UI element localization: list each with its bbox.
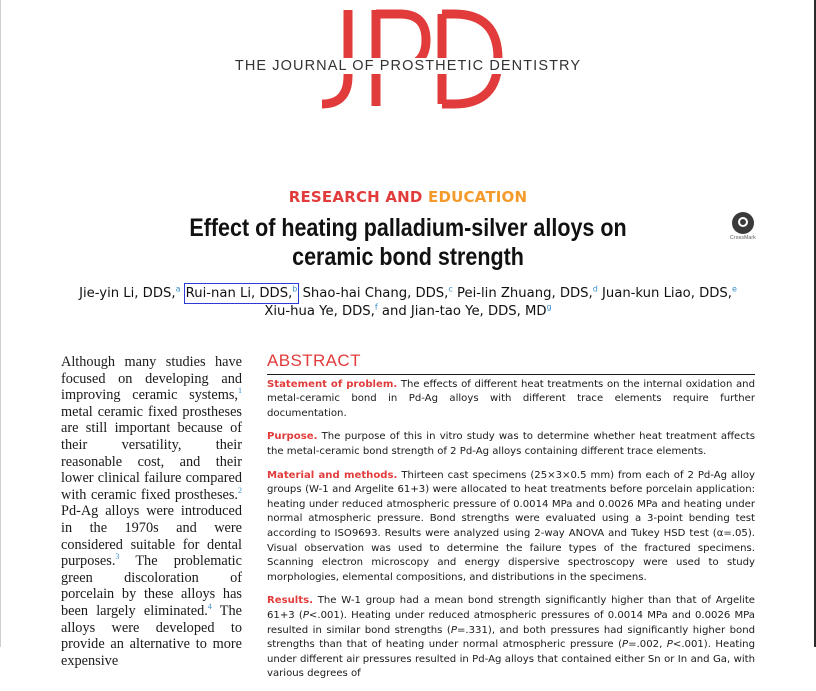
abstract-statement: Statement of problem. The effects of different heat treatments on the internal oxidation and metal-ceramic bond in Pd-Ag alloys with different trace elements require further documentation. [267, 378, 755, 419]
abstract-heading: ABSTRACT [267, 354, 755, 375]
section-amp: AND [385, 188, 423, 206]
author-highlight-box[interactable] [185, 284, 299, 303]
abstract-purpose: Purpose. The purpose of this in vitro study was to determine whether heat treatment affects the metal-ceramic bond strength of 2 Pd-Ag alloys containing different trace elements. [267, 431, 755, 457]
reference-link[interactable]: 1 [238, 386, 242, 396]
author-affiliation[interactable]: g [546, 302, 552, 312]
author-affiliation[interactable]: a [175, 284, 181, 294]
crossmark-badge[interactable] [729, 212, 757, 241]
introduction-text: Although many studies have focused on developing and improving ceramic systems,$^1$ metal ceramic fixed prostheses are still important because of their versatility, their reasonable cost, and their lower clinical failure compared with ceramic fixed prostheses.$^2$ Pd-Ag alloys were introduced in the 1970s and were considered suitable for dental purposes.$^3$ The problematic green discoloration of porcelain by these alloys has been largely eliminated.$^4$ The alloys were developed to provide an alternative to more expensive [61, 354, 242, 669]
author-affiliation[interactable]: e [732, 284, 737, 294]
author-affiliation[interactable]: d [592, 284, 598, 294]
author-name: Rui-nan Li, DDS, [185, 286, 293, 301]
crossmark-icon [732, 212, 754, 234]
author-list [40, 285, 776, 321]
crossmark-label: CrossMark [730, 235, 756, 241]
reference-link[interactable]: 2 [238, 485, 242, 495]
author-name: Xiu-hua Ye, DDS, [264, 304, 375, 319]
author-name: Juan-kun Liao, DDS, [601, 286, 732, 301]
author-name: Pei-lin Zhuang, DDS, [456, 286, 593, 301]
author-affiliation[interactable]: f [374, 302, 378, 312]
author-name: and Jian-tao Ye, DDS, MD [381, 304, 547, 319]
author-name: Jie-yin Li, DDS, [79, 286, 176, 301]
journal-name: THE JOURNAL OF PROSTHETIC DENTISTRY [0, 58, 816, 74]
abstract-section [267, 351, 756, 691]
journal-masthead [0, 0, 816, 120]
reference-link[interactable]: 4 [207, 602, 212, 612]
article-title: Effect of heating palladium-silver alloys on ceramic bond strength [189, 214, 627, 271]
reference-link[interactable]: 3 [115, 552, 120, 562]
section-label [0, 188, 816, 206]
author-name: Shao-hai Chang, DDS, [302, 286, 449, 301]
section-part2: EDUCATION [428, 188, 528, 206]
abstract-methods: Material and methods. Thirteen cast specimens (25×3×0.5 mm) from each of 2 Pd-Ag alloy groups (W-1 and Argelite 61+3) were allocated to heat treatments before porcelain application: heating under reduced atmospheric pressure of 0.0014 MPa and 0.0026 MPa and heating under normal atmospheric pressure. Bond strengths were evaluated using a 3-point bending test according to ISO9693. Results were analyzed using 2-way ANOVA and Tukey HSD test (α=.05). Visual observation was used to determine the failure types of the fractured specimens. Scanning electron microscopy and energy dispersive spectroscopy were used to study morphologies, elemental compositions, and distributions in the specimens. [267, 469, 755, 583]
section-part1: RESEARCH [288, 188, 380, 206]
abstract-results: Results. The W-1 group had a mean bond strength significantly higher than that of Argelite 61+3 (P<.001). Heating under reduced atmospheric pressures of 0.0014 MPa and 0.0026 MPa resulted in similar bond strengths (P=.331), and both pressures had significantly higher bond strengths than that of heating under normal atmospheric pressure (P=.002, P<.001). Heating under different air pressures resulted in Pd-Ag alloys that contained either Sn or In and Ga, with various degrees of [267, 595, 756, 680]
author-affiliation[interactable]: c [448, 284, 453, 294]
author-affiliation[interactable]: b [292, 284, 298, 294]
